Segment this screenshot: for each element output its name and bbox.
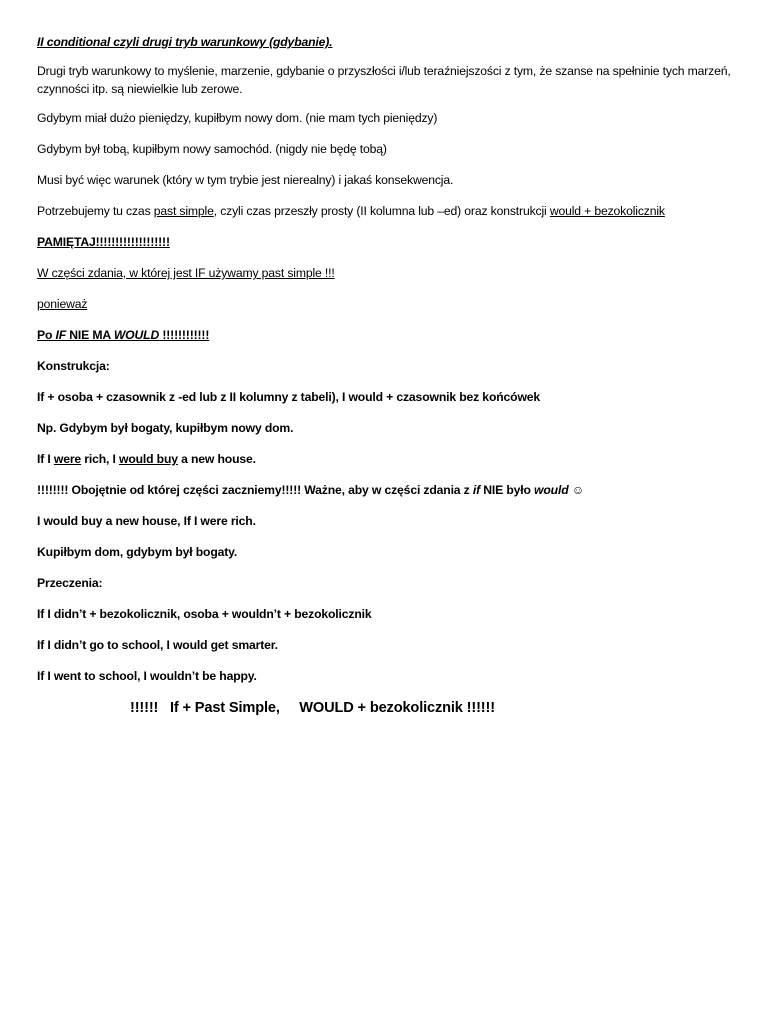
document-title: II conditional czyli drugi tryb warunkowy (gdybanie). bbox=[37, 35, 333, 49]
example-en-2: rich, I bbox=[81, 452, 119, 466]
intro-paragraph: Drugi tryb warunkowy to myślenie, marzenie, gdybanie o przyszłości i/lub teraźniejszości z tym, że szanse na spełninie tych marzeń, czynności itp. są niewielkie lub zerowe. bbox=[37, 64, 731, 96]
order-note-2: NIE było bbox=[480, 483, 535, 497]
rule-exclaim: !!!!!!!!!!!! bbox=[159, 328, 210, 342]
negation-example-1: If I didn’t go to school, I would get smarter. bbox=[37, 638, 278, 652]
order-note-would: would bbox=[534, 483, 569, 497]
rule-would: WOULD bbox=[113, 328, 160, 342]
example-money: Gdybym miał dużo pieniędzy, kupiłbym nowy dom. (nie mam tych pieniędzy) bbox=[37, 111, 438, 125]
tense-text-1: Potrzebujemy tu czas bbox=[37, 204, 154, 218]
reversed-english: I would buy a new house, If I were rich. bbox=[37, 514, 256, 528]
order-note bbox=[37, 481, 737, 499]
condition-note: Musi być więc warunek (który w tym trybie jest nierealny) i jakaś konsekwencja. bbox=[37, 173, 454, 187]
construction-formula: If + osoba + czasownik z -ed lub z II kolumny z tabeli), I would + czasownik bez końcówek bbox=[37, 390, 541, 404]
past-simple-term: past simple bbox=[153, 204, 214, 218]
example-en-1: If I bbox=[37, 452, 54, 466]
negation-label: Przeczenia: bbox=[37, 576, 103, 590]
example-polish: Np. Gdybym był bogaty, kupiłbym nowy dom. bbox=[37, 421, 294, 435]
tense-text-2: , czyli czas przeszły prosty (II kolumna lub –ed) oraz konstrukcji bbox=[213, 204, 550, 218]
tense-explanation bbox=[37, 202, 737, 220]
order-note-if: if bbox=[472, 483, 481, 497]
example-en-3: a new house. bbox=[177, 452, 256, 466]
example-car: Gdybym był tobą, kupiłbym nowy samochód. (nigdy nie będę tobą) bbox=[37, 142, 387, 156]
document-page bbox=[37, 33, 737, 718]
rule-nie-ma: NIE MA bbox=[66, 328, 114, 342]
rule-if: IF bbox=[55, 328, 67, 342]
order-note-1: !!!!!!!! Obojętnie od której części zaczniemy!!!!! Ważne, aby w części zdania z bbox=[37, 483, 473, 497]
because-note: ponieważ bbox=[37, 297, 88, 311]
if-part-note: W części zdania, w której jest IF używamy past simple !!! bbox=[37, 266, 335, 280]
negation-example-2: If I went to school, I wouldn’t be happy. bbox=[37, 669, 257, 683]
would-construction-term: would + bezokolicznik bbox=[549, 204, 665, 218]
no-would-rule bbox=[37, 326, 737, 344]
example-en-were: were bbox=[53, 452, 82, 466]
reversed-polish: Kupiłbym dom, gdybym był bogaty. bbox=[37, 545, 238, 559]
example-english bbox=[37, 450, 737, 468]
smiley-icon: ☺ bbox=[568, 483, 585, 497]
rule-po: Po bbox=[37, 328, 56, 342]
construction-label: Konstrukcja: bbox=[37, 359, 110, 373]
remember-heading: PAMIĘTAJ!!!!!!!!!!!!!!!!!!! bbox=[37, 235, 170, 249]
summary-formula: !!!!!! If + Past Simple, WOULD + bezokolicznik !!!!!! bbox=[130, 700, 495, 716]
example-en-would-buy: would buy bbox=[118, 452, 178, 466]
negation-formula: If I didn’t + bezokolicznik, osoba + wouldn’t + bezokolicznik bbox=[37, 607, 372, 621]
